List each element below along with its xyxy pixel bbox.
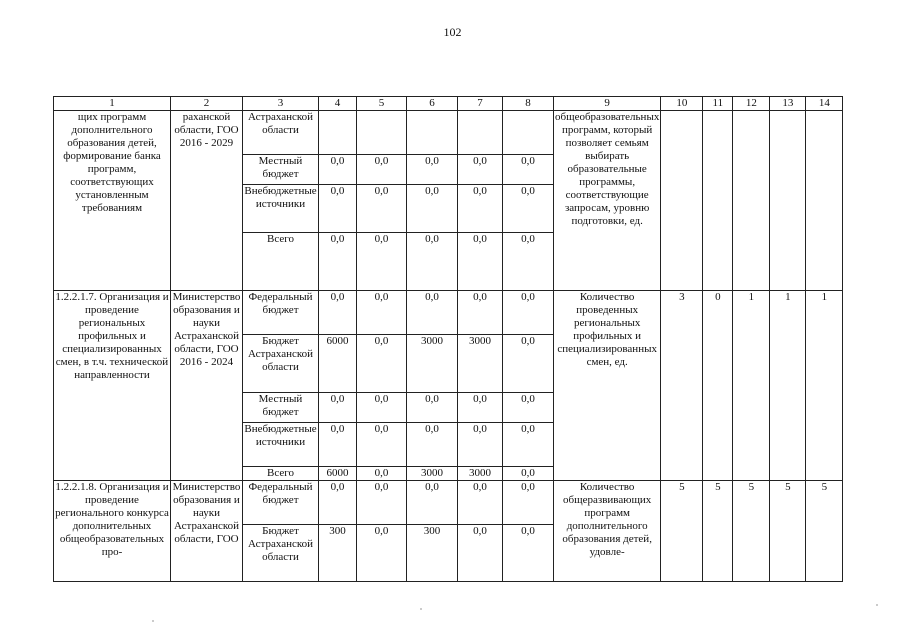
measure-name: 1.2.2.1.8. Организация и проведение регионального конкурса дополнительных общеобразовательных про- — [54, 481, 171, 582]
funding-source: Всего — [243, 467, 319, 481]
target-value: 1 — [770, 291, 806, 481]
target-value: 5 — [733, 481, 770, 582]
target-value: 3 — [661, 291, 703, 481]
value-cell: 0,0 — [503, 291, 554, 335]
measure-name: щих программ дополнительного образования детей, формирование банка программ, соответствующих установленным требованиям — [54, 111, 171, 291]
funding-source: Бюджет Астраханской области — [243, 335, 319, 393]
value-cell: 0,0 — [319, 233, 357, 291]
funding-source: Всего — [243, 233, 319, 291]
header-cell: 10 — [661, 97, 703, 111]
header-cell: 7 — [458, 97, 503, 111]
value-cell: 0,0 — [503, 185, 554, 233]
value-cell: 0,0 — [503, 335, 554, 393]
value-cell: 0,0 — [407, 233, 458, 291]
value-cell — [703, 111, 733, 291]
value-cell: 0,0 — [357, 467, 407, 481]
value-cell: 0,0 — [458, 393, 503, 423]
value-cell: 0,0 — [357, 525, 407, 582]
funding-source: Местный бюджет — [243, 393, 319, 423]
value-cell: 0,0 — [357, 393, 407, 423]
funding-source: Местный бюджет — [243, 155, 319, 185]
target-value: 5 — [806, 481, 843, 582]
value-cell — [806, 111, 843, 291]
value-cell: 0,0 — [319, 185, 357, 233]
value-cell: 3000 — [407, 467, 458, 481]
value-cell — [770, 111, 806, 291]
funding-source: Астраханской области — [243, 111, 319, 155]
value-cell: 0,0 — [407, 185, 458, 233]
value-cell: 0,0 — [407, 481, 458, 525]
page-number: 102 — [443, 25, 462, 39]
value-cell: 300 — [319, 525, 357, 582]
header-cell: 11 — [703, 97, 733, 111]
value-cell: 0,0 — [503, 481, 554, 525]
target-value: 0 — [703, 291, 733, 481]
responsible-executor: раханской области, ГОО 2016 - 2029 — [171, 111, 243, 291]
value-cell: 0,0 — [319, 393, 357, 423]
value-cell: 0,0 — [458, 481, 503, 525]
value-cell: 0,0 — [458, 233, 503, 291]
value-cell: 0,0 — [503, 393, 554, 423]
target-value: 1 — [733, 291, 770, 481]
header-cell: 1 — [54, 97, 171, 111]
responsible-executor: Министерство образования и науки Астраханской области, ГОО — [171, 481, 243, 582]
header-cell: 14 — [806, 97, 843, 111]
value-cell — [661, 111, 703, 291]
table-row — [54, 111, 843, 155]
value-cell: 0,0 — [407, 155, 458, 185]
indicator-name: общеобразовательных программ, который позволяет семьям выбирать образовательные программы, соответствующие запросам, уровню подготовки, ед. — [554, 111, 661, 291]
header-cell: 4 — [319, 97, 357, 111]
funding-source: Федеральный бюджет — [243, 291, 319, 335]
target-value: 5 — [703, 481, 733, 582]
table-row — [54, 481, 843, 525]
value-cell: 6000 — [319, 467, 357, 481]
header-cell: 5 — [357, 97, 407, 111]
value-cell — [319, 111, 357, 155]
value-cell: 0,0 — [503, 423, 554, 467]
value-cell: 0,0 — [357, 335, 407, 393]
funding-source: Федеральный бюджет — [243, 481, 319, 525]
value-cell — [503, 111, 554, 155]
value-cell: 6000 — [319, 335, 357, 393]
measure-name: 1.2.2.1.7. Организация и проведение региональных профильных и специализированных смен, в т.ч. технической направленности — [54, 291, 171, 481]
value-cell: 0,0 — [357, 423, 407, 467]
value-cell: 3000 — [458, 467, 503, 481]
value-cell: 3000 — [407, 335, 458, 393]
value-cell — [407, 111, 458, 155]
value-cell: 0,0 — [407, 291, 458, 335]
indicator-name: Количество проведенных региональных профильных и специализированных смен, ед. — [554, 291, 661, 481]
header-cell: 2 — [171, 97, 243, 111]
value-cell: 0,0 — [503, 467, 554, 481]
funding-source: Внебюджетные источники — [243, 423, 319, 467]
value-cell: 0,0 — [407, 393, 458, 423]
value-cell: 0,0 — [503, 155, 554, 185]
value-cell: 0,0 — [503, 233, 554, 291]
program-table — [53, 96, 843, 582]
value-cell: 0,0 — [319, 481, 357, 525]
value-cell: 0,0 — [407, 423, 458, 467]
value-cell: 0,0 — [458, 525, 503, 582]
value-cell — [733, 111, 770, 291]
target-value: 1 — [806, 291, 843, 481]
value-cell: 0,0 — [319, 423, 357, 467]
funding-source: Внебюджетные источники — [243, 185, 319, 233]
value-cell: 0,0 — [503, 525, 554, 582]
header-cell: 6 — [407, 97, 458, 111]
responsible-executor: Министерство образования и науки Астраханской области, ГОО 2016 - 2024 — [171, 291, 243, 481]
scan-speck — [420, 608, 422, 610]
value-cell: 3000 — [458, 335, 503, 393]
value-cell: 0,0 — [357, 291, 407, 335]
scan-speck — [876, 604, 878, 606]
value-cell — [357, 111, 407, 155]
funding-source: Бюджет Астраханской области — [243, 525, 319, 582]
value-cell: 0,0 — [458, 185, 503, 233]
value-cell: 0,0 — [357, 155, 407, 185]
value-cell — [458, 111, 503, 155]
value-cell: 0,0 — [319, 291, 357, 335]
target-value: 5 — [770, 481, 806, 582]
header-cell: 13 — [770, 97, 806, 111]
value-cell: 0,0 — [357, 185, 407, 233]
table-row — [54, 291, 843, 335]
header-row — [54, 97, 843, 111]
value-cell: 300 — [407, 525, 458, 582]
value-cell: 0,0 — [458, 291, 503, 335]
header-cell: 8 — [503, 97, 554, 111]
header-cell: 9 — [554, 97, 661, 111]
header-cell: 3 — [243, 97, 319, 111]
indicator-name: Количество общеразвивающих программ дополнительного образования детей, удовле- — [554, 481, 661, 582]
value-cell: 0,0 — [319, 155, 357, 185]
value-cell: 0,0 — [458, 423, 503, 467]
scan-speck — [152, 620, 154, 622]
target-value: 5 — [661, 481, 703, 582]
header-cell: 12 — [733, 97, 770, 111]
value-cell: 0,0 — [357, 481, 407, 525]
value-cell: 0,0 — [357, 233, 407, 291]
value-cell: 0,0 — [458, 155, 503, 185]
